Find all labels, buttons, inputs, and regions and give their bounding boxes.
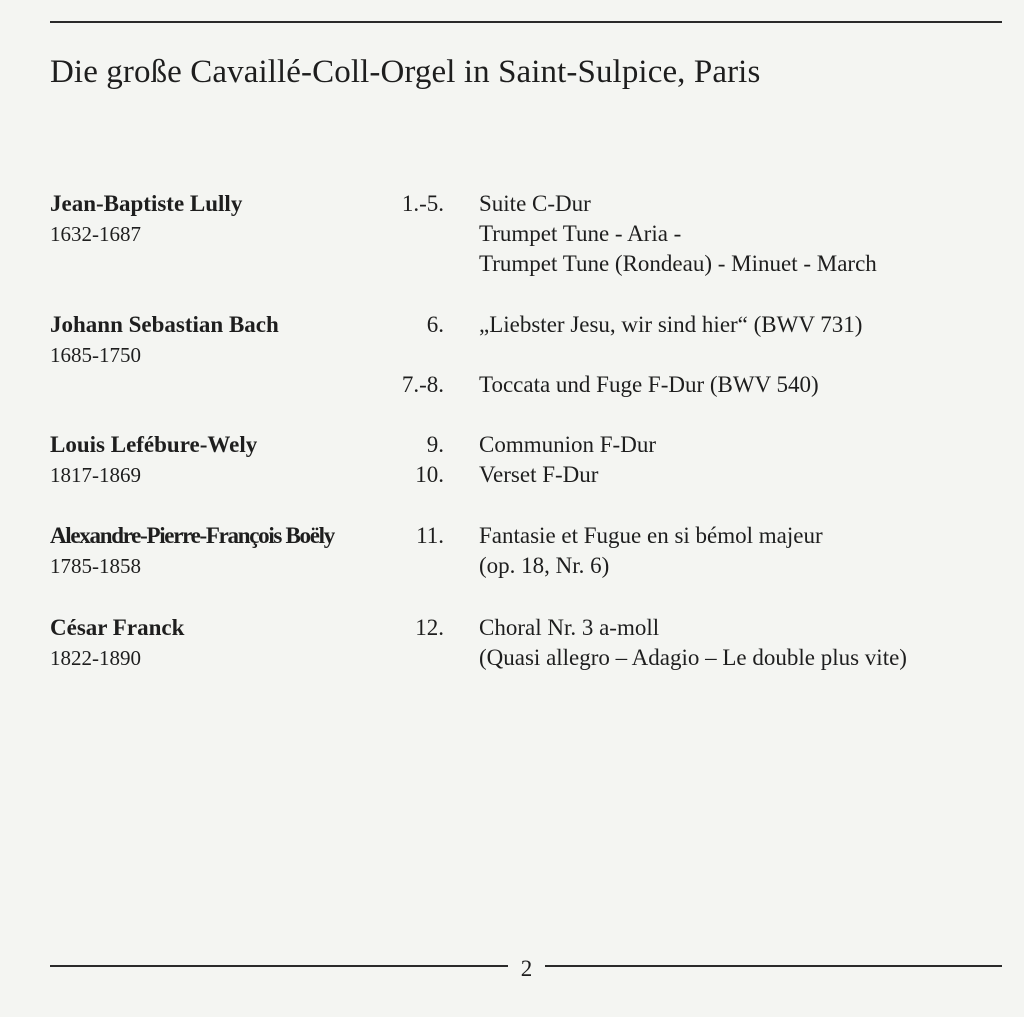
composer-block — [50, 521, 390, 581]
track-title-line: Fantasie et Fugue en si bémol majeur — [479, 523, 823, 548]
bottom-rule-left — [50, 965, 508, 967]
composer-dates: 1785-1858 — [50, 554, 141, 578]
track-title — [479, 310, 862, 340]
track-number: 6. — [426, 312, 444, 337]
track-title-line: (op. 18, Nr. 6) — [479, 553, 610, 578]
composer-block — [50, 613, 390, 673]
bottom-rule-right — [545, 965, 1002, 967]
top-rule — [50, 21, 1002, 23]
track-number: 9. — [426, 432, 444, 457]
track-title — [479, 521, 823, 581]
composer-name: Johann Sebastian Bach — [50, 312, 279, 337]
composer-dates: 1632-1687 — [50, 222, 141, 246]
composer-dates: 1822-1890 — [50, 646, 141, 670]
track-title-line: „Liebster Jesu, wir sind hier“ (BWV 731) — [479, 312, 863, 337]
track-number: 7.-8. — [401, 372, 444, 397]
track-number: 12. — [415, 615, 444, 640]
composer-name: Louis Lefébure-Wely — [50, 432, 258, 457]
track-title-line: Choral Nr. 3 a-moll — [479, 615, 660, 640]
track-title-line: Verset F-Dur — [479, 462, 599, 487]
composer-dates: 1685-1750 — [50, 343, 141, 367]
composer-name: César Franck — [50, 615, 185, 640]
track-title — [479, 370, 819, 400]
track-title-line: Trumpet Tune - Aria - — [479, 221, 682, 246]
composer-name: Jean-Baptiste Lully — [50, 191, 243, 216]
composer-dates: 1817-1869 — [50, 463, 141, 487]
track-title-line: Communion F-Dur — [479, 432, 656, 457]
page-title: Die große Cavaillé-Coll-Orgel in Saint-Sulpice, Paris — [50, 54, 761, 90]
track-title — [479, 613, 907, 673]
track-title-line: Toccata und Fuge F-Dur (BWV 540) — [479, 372, 819, 397]
track-title — [479, 460, 598, 490]
composer-block — [50, 310, 390, 370]
track-title-line: Trumpet Tune (Rondeau) - Minuet - March — [479, 251, 877, 276]
track-number: 1.-5. — [401, 191, 444, 216]
track-number: 11. — [416, 523, 444, 548]
track-title — [479, 189, 877, 279]
composer-block — [50, 430, 390, 490]
track-title — [479, 430, 656, 460]
page-number: 2 — [520, 956, 533, 981]
track-title-line: (Quasi allegro – Adagio – Le double plus vite) — [479, 645, 907, 670]
composer-name: Alexandre-Pierre-François Boëly — [50, 523, 334, 548]
track-number: 10. — [415, 462, 444, 487]
track-title-line: Suite C-Dur — [479, 191, 591, 216]
composer-block — [50, 189, 390, 249]
